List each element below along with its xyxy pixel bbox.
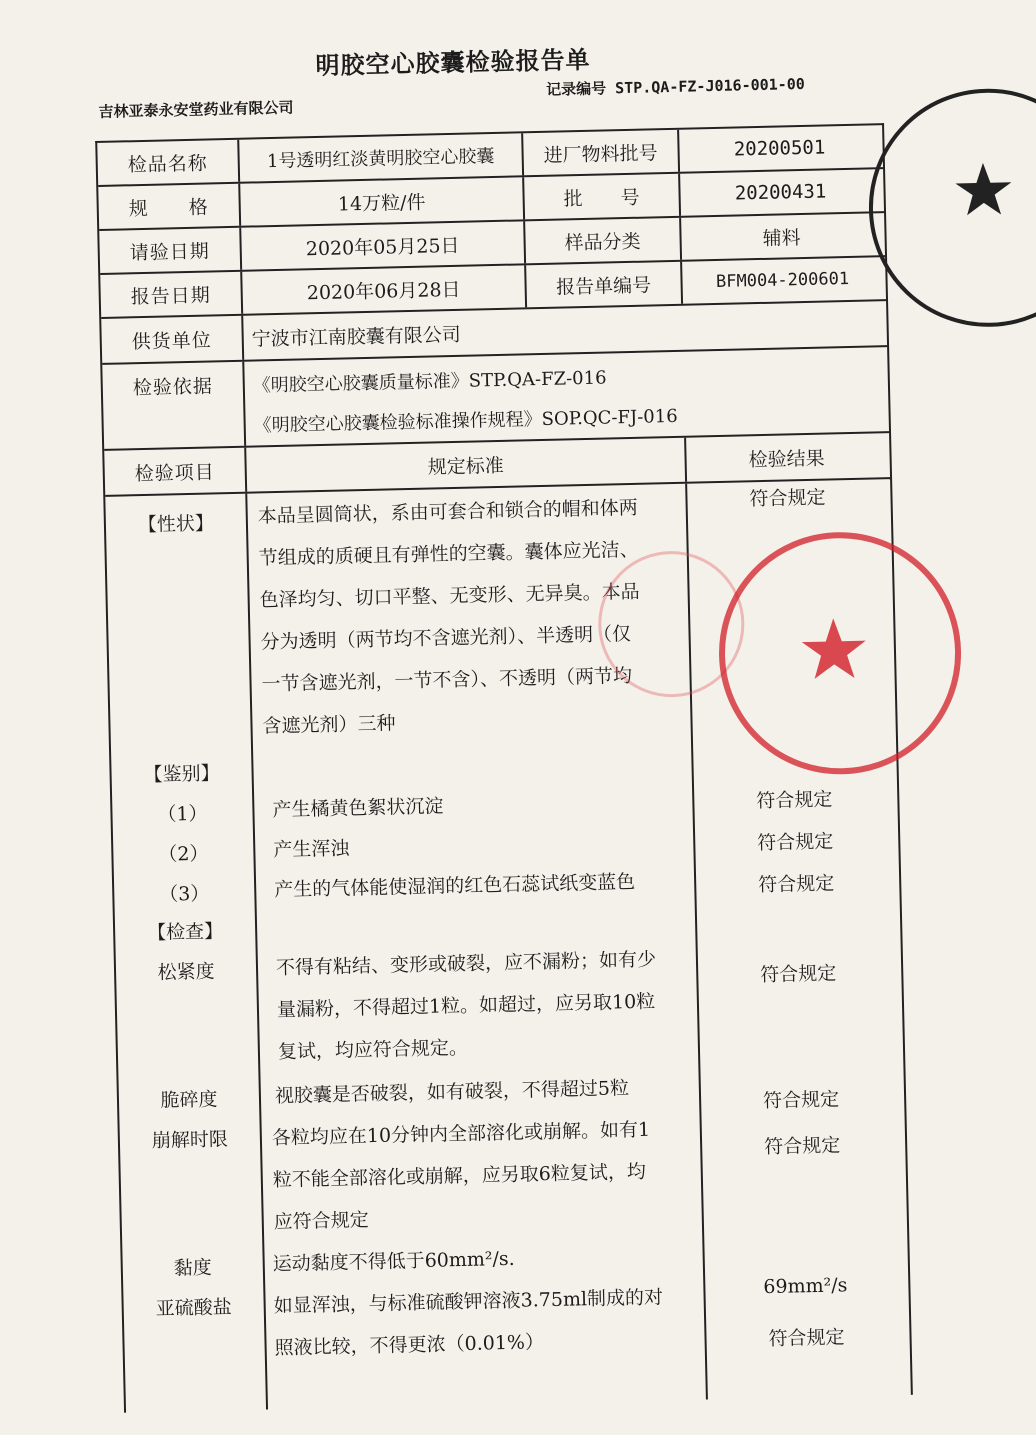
supplier-value: 宁波市江南胶囊有限公司: [251, 323, 461, 351]
appearance-line: 一节含遮光剂，一节不含）、不透明（两节均: [261, 665, 633, 696]
tightness-line: 复试，均应符合规定。: [277, 1036, 469, 1064]
report-no-label: 报告单编号: [555, 273, 652, 299]
id1-result: 符合规定: [756, 788, 833, 813]
tightness-standard: [276, 939, 659, 1074]
viscosity-standard: 运动黏度不得低于60mm²/s.: [272, 1247, 515, 1276]
company-seal: [716, 530, 963, 777]
spec-value: 14万粒/件: [337, 191, 426, 216]
appearance-line: 含遮光剂）三种: [262, 712, 396, 738]
appearance-label: 【性状】: [137, 512, 215, 537]
viscosity-result: 69mm²/s: [763, 1274, 848, 1299]
tightness-label: 松紧度: [157, 960, 215, 984]
sulfite-label: 亚硫酸盐: [155, 1296, 232, 1320]
sulfite-standard: [273, 1276, 664, 1369]
sulfite-line: 如显浑浊，与标准硫酸钾溶液3.75ml制成的对: [273, 1286, 664, 1318]
id3-standard: 产生的气体能使湿润的红色石蕊试纸变蓝色: [274, 870, 636, 902]
brittleness-standard: 视胶囊是否破裂，如有破裂，不得超过5粒: [274, 1077, 630, 1108]
appearance-standard: [257, 487, 643, 748]
report-date-label: 报告日期: [130, 283, 211, 308]
incoming-batch-label: 进厂物料批号: [543, 141, 658, 167]
batch-value: 20200431: [734, 180, 827, 205]
tightness-result: 符合规定: [760, 962, 837, 987]
company-name: 吉林亚泰永安堂药业有限公司: [98, 98, 294, 121]
basis-label: 检验依据: [132, 374, 214, 399]
product-label: 检品名称: [127, 151, 208, 176]
header-result: 检验结果: [748, 447, 825, 471]
disintegration-line: 应符合规定: [273, 1209, 370, 1234]
check-label: 【检查】: [146, 920, 224, 945]
appearance-line: 本品呈圆筒状，系由可套合和锁合的帽和体两: [257, 496, 638, 528]
disintegration-line: 各粒均应在10分钟内全部溶化或崩解。如有1: [271, 1118, 651, 1150]
viscosity-label: 黏度: [173, 1256, 213, 1280]
appearance-line: 色泽均匀、切口平整、无变形、无异臭。本品: [259, 580, 640, 612]
header-item: 检验项目: [134, 460, 216, 485]
disintegration-line: 粒不能全部溶化或崩解，应另取6粒复试，均: [272, 1160, 647, 1192]
request-date-label: 请验日期: [129, 239, 210, 264]
disintegration-result: 符合规定: [763, 1134, 841, 1159]
id2-result: 符合规定: [757, 830, 834, 855]
seal-star-icon: [870, 90, 1036, 317]
id3-result: 符合规定: [758, 872, 835, 897]
tightness-line: 量漏粉，不得超过1粒。如超过，应另取10粒: [276, 990, 656, 1022]
seal-star-icon: [722, 536, 945, 759]
tightness-line: 不得有粘结、变形或破裂，应不漏粉；如有少: [275, 948, 657, 980]
appearance-result: 符合规定: [749, 486, 826, 511]
report-title: 明胶空心胶囊检验报告单: [315, 44, 591, 81]
report-table: [95, 123, 913, 1413]
header-standard: 规定标准: [427, 454, 504, 479]
id1-number: （1）: [157, 802, 208, 826]
brittleness-result: 符合规定: [762, 1088, 840, 1113]
incoming-batch-value: 20200501: [733, 136, 826, 161]
basis-line-1: 《明胶空心胶囊质量标准》STP.QA-FZ-016: [252, 367, 607, 397]
report-date-value: 2020年06月28日: [306, 278, 461, 304]
id2-standard: 产生浑浊: [273, 837, 350, 862]
product-value: 1号透明红淡黄明胶空心胶囊: [266, 145, 495, 173]
id3-number: （3）: [159, 882, 210, 906]
id2-number: （2）: [158, 842, 209, 866]
report-no-value: BFM004-200601: [715, 268, 850, 292]
batch-label: 批 号: [563, 186, 640, 210]
category-label: 样品分类: [564, 230, 641, 254]
sulfite-line: 照液比较，不得更浓（0.01%）: [274, 1331, 545, 1360]
identification-label: 【鉴别】: [143, 762, 220, 787]
disintegration-label: 崩解时限: [151, 1128, 229, 1153]
inspection-seal: [866, 86, 1036, 329]
record-number: 记录编号 STP.QA-FZ-J016-001-00: [545, 74, 805, 99]
appearance-line: 节组成的质硬且有弹性的空囊。囊体应光洁、: [258, 538, 639, 570]
supplier-label: 供货单位: [131, 328, 213, 353]
category-value: 辅料: [762, 226, 801, 250]
basis-line-2: 《明胶空心胶囊检验标准操作规程》SOP.QC-FJ-016: [253, 405, 678, 437]
disintegration-standard: [271, 1109, 652, 1244]
request-date-value: 2020年05月25日: [305, 234, 460, 260]
spec-label: 规 格: [128, 195, 209, 220]
appearance-line: 分为透明（两节均不含遮光剂）、半透明（仅: [260, 623, 632, 654]
sulfite-result: 符合规定: [768, 1326, 845, 1351]
brittleness-label: 脆碎度: [160, 1088, 218, 1112]
id1-standard: 产生橘黄色絮状沉淀: [272, 795, 444, 822]
